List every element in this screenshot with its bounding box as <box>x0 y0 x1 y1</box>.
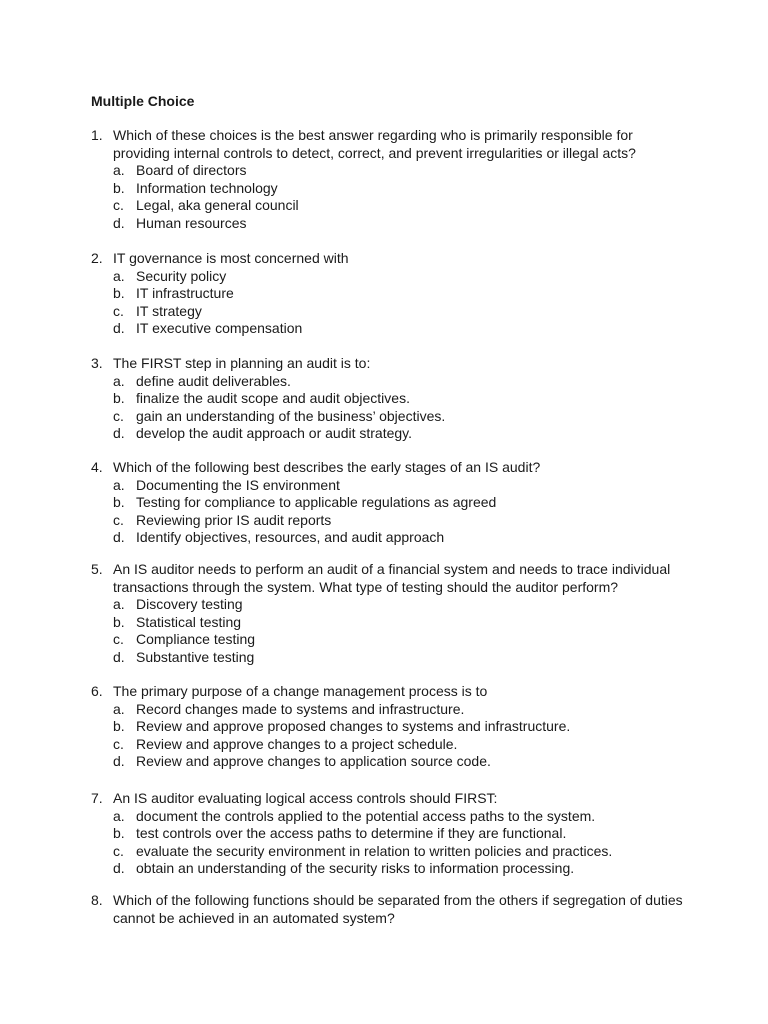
answer-option <box>0 860 768 878</box>
option-letter: a. <box>113 267 125 284</box>
option-text: Substantive testing <box>136 648 255 665</box>
option-letter: a. <box>113 476 125 493</box>
option-text: Identify objectives, resources, and audit approach <box>136 529 445 545</box>
option-letter: b. <box>113 390 125 406</box>
answer-option <box>0 843 768 861</box>
option-letter: d. <box>113 860 125 876</box>
question-text: transactions through the system. What type of testing should the auditor perform? <box>113 578 619 595</box>
option-letter: b. <box>113 179 125 196</box>
question-5 <box>0 561 768 666</box>
option-text: Review and approve changes to a project schedule. <box>136 735 458 752</box>
question-3 <box>0 355 768 443</box>
question-8 <box>0 892 768 927</box>
option-text: Human resources <box>136 214 247 231</box>
option-text: Information technology <box>136 179 278 196</box>
answer-option <box>0 614 768 632</box>
answer-option <box>0 736 768 754</box>
option-text: finalize the audit scope and audit objectives. <box>136 390 410 406</box>
option-text: Reviewing prior IS audit reports <box>136 511 332 528</box>
answer-option <box>0 701 768 719</box>
option-letter: b. <box>113 825 125 841</box>
question-number: 4. <box>91 459 103 475</box>
answer-option <box>0 596 768 614</box>
question-text-line <box>0 127 768 145</box>
option-text: gain an understanding of the business’ objectives. <box>136 407 446 424</box>
question-text: An IS auditor needs to perform an audit of a financial system and needs to trace individual <box>113 561 671 577</box>
answer-option <box>0 408 768 426</box>
question-text: Which of these choices is the best answer regarding who is primarily responsible for <box>113 127 633 143</box>
answer-option <box>0 753 768 771</box>
option-text: Discovery testing <box>136 596 243 612</box>
option-letter: b. <box>113 494 125 510</box>
answer-option <box>0 825 768 843</box>
option-letter: d. <box>113 648 125 665</box>
option-text: obtain an understanding of the security risks to information processing. <box>136 860 575 876</box>
question-text-line <box>0 910 768 928</box>
question-number: 8. <box>91 892 103 908</box>
question-text: The primary purpose of a change management process is to <box>113 683 488 699</box>
option-letter: a. <box>113 700 125 717</box>
question-text-line <box>0 561 768 579</box>
answer-option <box>0 215 768 233</box>
option-text: evaluate the security environment in relation to written policies and practices. <box>136 842 613 859</box>
question-text-line <box>0 355 768 373</box>
question-text-line <box>0 145 768 163</box>
option-letter: c. <box>113 407 124 424</box>
answer-option <box>0 285 768 303</box>
option-text: test controls over the access paths to determine if they are functional. <box>136 825 567 841</box>
option-text: Review and approve changes to application source code. <box>136 753 491 769</box>
option-text: Record changes made to systems and infrastructure. <box>136 700 465 717</box>
question-text-line <box>0 250 768 268</box>
answer-option <box>0 162 768 180</box>
answer-option <box>0 320 768 338</box>
option-text: Security policy <box>136 267 227 284</box>
question-text-line <box>0 790 768 808</box>
option-letter: c. <box>113 197 124 213</box>
question-number: 6. <box>91 683 103 699</box>
answer-option <box>0 512 768 530</box>
question-text: The FIRST step in planning an audit is to: <box>113 355 371 371</box>
question-number: 7. <box>91 790 103 806</box>
answer-option <box>0 631 768 649</box>
option-letter: b. <box>113 718 125 734</box>
answer-option <box>0 529 768 547</box>
question-1 <box>0 127 768 232</box>
question-6 <box>0 683 768 771</box>
question-text-line <box>0 892 768 910</box>
option-letter: d. <box>113 320 125 336</box>
question-text-line <box>0 683 768 701</box>
option-text: Legal, aka general council <box>136 197 299 213</box>
option-letter: c. <box>113 735 124 752</box>
answer-option <box>0 180 768 198</box>
answer-option <box>0 303 768 321</box>
answer-option <box>0 425 768 443</box>
option-text: Board of directors <box>136 162 247 178</box>
option-letter: d. <box>113 214 125 231</box>
answer-option <box>0 718 768 736</box>
option-text: Statistical testing <box>136 613 242 630</box>
option-letter: c. <box>113 511 124 528</box>
answer-option <box>0 477 768 495</box>
answer-option <box>0 808 768 826</box>
option-text: Review and approve proposed changes to systems and infrastructure. <box>136 718 571 734</box>
question-number: 2. <box>91 250 103 266</box>
answer-option <box>0 494 768 512</box>
option-text: IT executive compensation <box>136 320 303 336</box>
option-text: define audit deliverables. <box>136 372 291 389</box>
question-text: IT governance is most concerned with <box>113 250 349 266</box>
answer-option <box>0 268 768 286</box>
option-letter: c. <box>113 631 124 647</box>
option-text: Compliance testing <box>136 631 256 647</box>
option-letter: b. <box>113 285 125 301</box>
option-text: Documenting the IS environment <box>136 476 340 493</box>
question-4 <box>0 459 768 547</box>
option-letter: d. <box>113 529 125 545</box>
answer-option <box>0 197 768 215</box>
question-text-line <box>0 579 768 597</box>
question-text: providing internal controls to detect, correct, and prevent irregularities or illegal acts? <box>113 144 636 161</box>
answer-option <box>0 649 768 667</box>
option-letter: a. <box>113 596 125 612</box>
question-text: Which of the following best describes the early stages of an IS audit? <box>113 459 541 475</box>
question-text: cannot be achieved in an automated system? <box>113 909 395 926</box>
question-number: 3. <box>91 355 103 371</box>
option-text: IT infrastructure <box>136 285 234 301</box>
option-text: Testing for compliance to applicable regulations as agreed <box>136 494 497 510</box>
section-heading: Multiple Choice <box>91 93 195 109</box>
option-letter: c. <box>113 842 124 859</box>
question-text: An IS auditor evaluating logical access controls should FIRST: <box>113 790 498 806</box>
option-letter: c. <box>113 302 124 319</box>
answer-option <box>0 373 768 391</box>
option-text: IT strategy <box>136 302 202 319</box>
option-letter: b. <box>113 613 125 630</box>
option-letter: a. <box>113 372 125 389</box>
option-letter: d. <box>113 425 125 441</box>
question-7 <box>0 790 768 878</box>
option-letter: a. <box>113 162 125 178</box>
question-text: Which of the following functions should be separated from the others if segregation of duties <box>113 892 683 908</box>
option-text: document the controls applied to the potential access paths to the system. <box>136 807 596 824</box>
answer-option <box>0 390 768 408</box>
question-number: 5. <box>91 561 103 577</box>
option-text: develop the audit approach or audit strategy. <box>136 425 413 441</box>
question-number: 1. <box>91 127 103 143</box>
question-2 <box>0 250 768 338</box>
option-letter: a. <box>113 807 125 824</box>
option-letter: d. <box>113 753 125 769</box>
question-text-line <box>0 459 768 477</box>
